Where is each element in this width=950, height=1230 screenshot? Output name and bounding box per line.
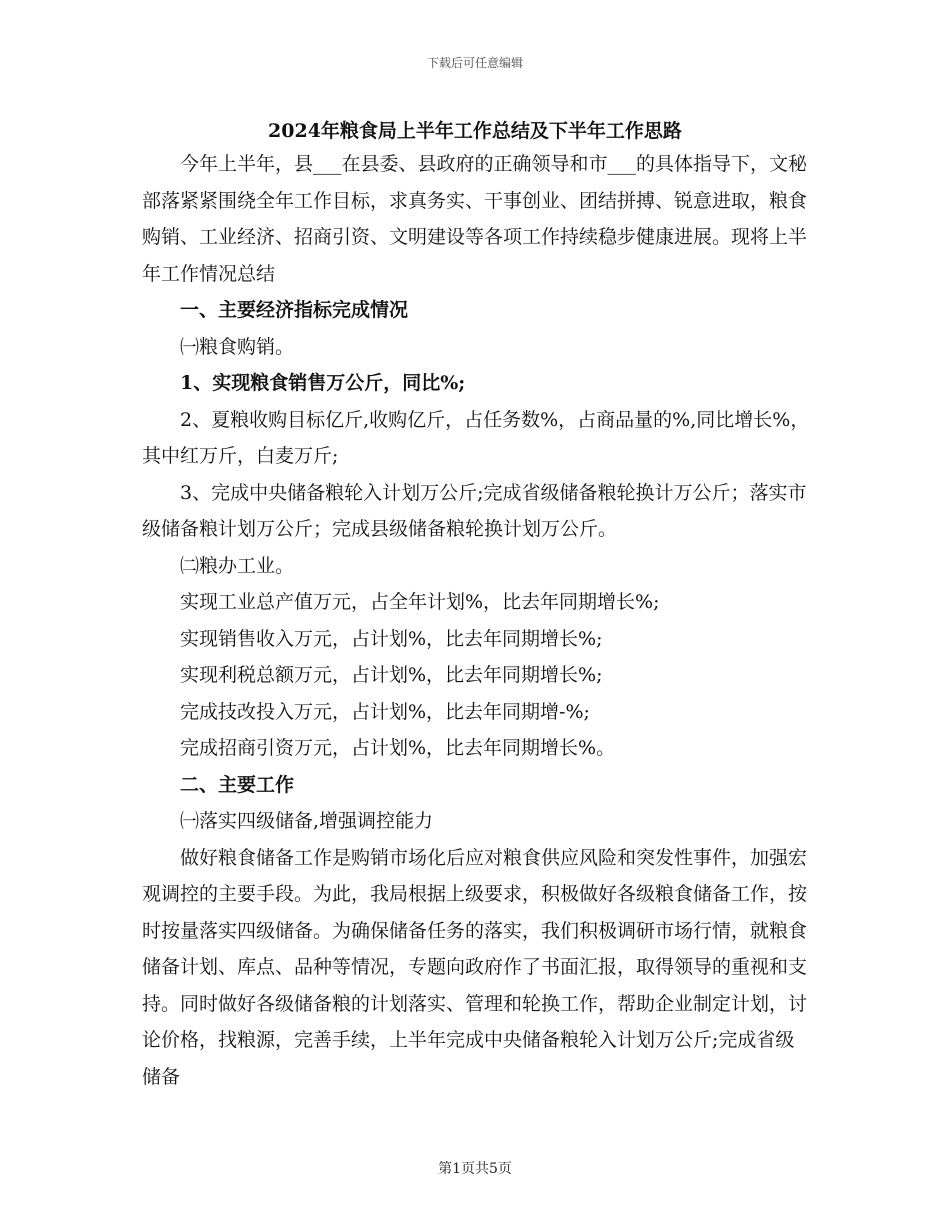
- indicator-line-5: 完成招商引资万元，占计划%，比去年同期增长%。: [180, 737, 616, 759]
- work-paragraph: 做好粮食储备工作是购销市场化后应对粮食供应风险和突发性事件，加强宏观调控的主要手段。为此，我局根据上级要求，积极做好各级粮食储备工作，按时按量落实四级储备。为确保储备任务的落实，我们积极调研市场行情，就粮食储备计划、库点、品种等情况，专题向政府作了书面汇报，取得领导的重视和支持。同时做好各级储备粮的计划落实、管理和轮换工作，帮助企业制定计划，讨论价格，找粮源，完善手续，上半年完成中央储备粮轮入计划万公斤;完成省级储备: [142, 846, 808, 1088]
- indicator-line-2: 实现销售收入万元，占计划%，比去年同期增长%;: [180, 627, 603, 650]
- indicator-line-4: 完成技改投入万元，占计划%，比去年同期增-%;: [180, 700, 590, 723]
- list-item-2: 2、夏粮收购目标亿斤,收购亿斤，占任务数%，占商品量的%,同比增长%，其中红万斤，白麦万斤;: [142, 408, 810, 467]
- section-heading-2: 二、主要工作: [180, 773, 295, 796]
- intro-paragraph: 今年上半年，县___在县委、县政府的正确领导和市___的具体指导下，文秘部落紧紧围绕全年工作目标，求真务实、干事创业、团结拼搏、锐意进取，粮食购销、工业经济、招商引资、文明建设等各项工作持续稳步健康进展。现将上半年工作情况总结: [142, 153, 808, 285]
- subheading-reserves: ㈠落实四级储备,增强调控能力: [180, 810, 434, 832]
- indicator-line-1: 实现工业总产值万元，占全年计划%，比去年同期增长%;: [180, 591, 660, 613]
- header-note: 下载后可任意编辑: [426, 56, 523, 70]
- list-item-1: 1、实现粮食销售万公斤，同比%;: [180, 372, 466, 394]
- document-title: 2024年粮食局上半年工作总结及下半年工作思路: [268, 120, 682, 142]
- subheading-grain-trade: ㈠粮食购销。: [180, 335, 295, 358]
- section-heading-1: 一、主要经济指标完成情况: [180, 299, 409, 321]
- list-item-3: 3、完成中央储备粮轮入计划万公斤;完成省级储备粮轮换计万公斤；落实市级储备粮计划万公斤；完成县级储备粮轮换计划万公斤。: [142, 481, 807, 540]
- indicator-line-3: 实现利税总额万元，占计划%，比去年同期增长%;: [180, 664, 603, 686]
- subheading-grain-industry: ㈡粮办工业。: [180, 554, 295, 577]
- document-body: [142, 146, 810, 1095]
- page-number: 第1页共5页: [438, 1161, 512, 1177]
